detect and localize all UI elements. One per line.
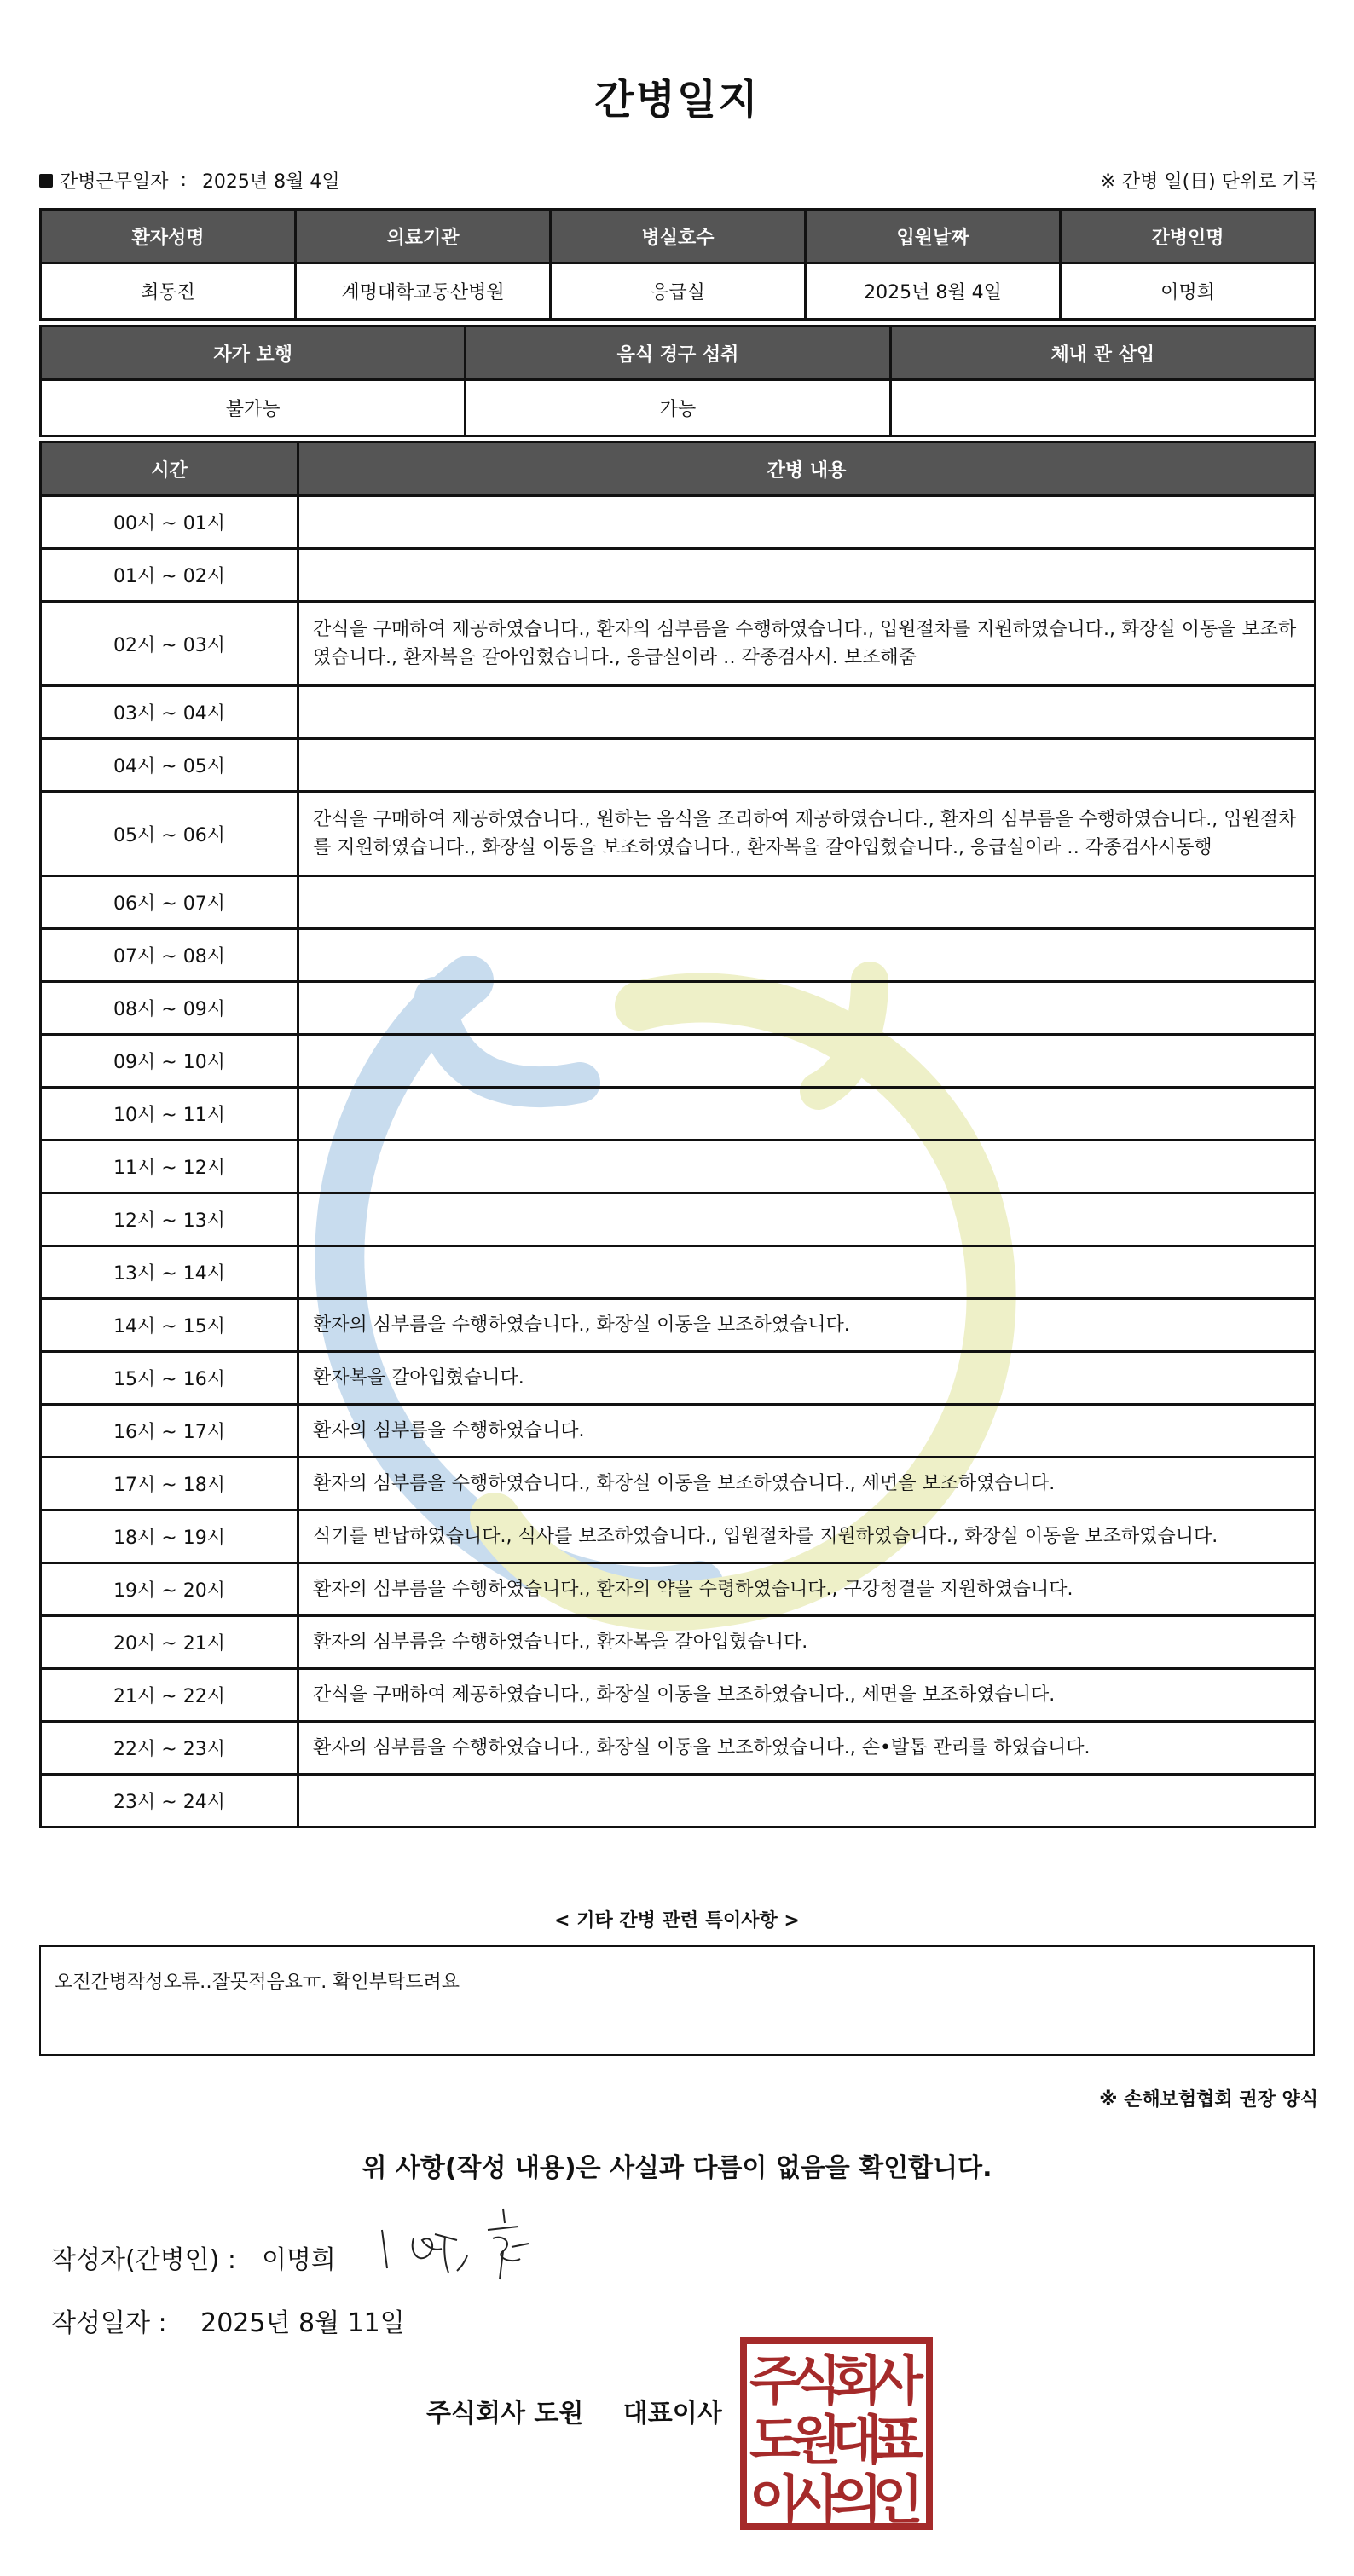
row-note	[298, 1088, 1316, 1141]
company-name: 주식회사 도원	[426, 2399, 584, 2429]
row-time: 06시 ~ 07시	[41, 876, 298, 929]
row-note	[298, 686, 1316, 739]
row-time: 11시 ~ 12시	[41, 1141, 298, 1193]
row-time: 10시 ~ 11시	[41, 1088, 298, 1141]
header-time: 시간	[41, 442, 298, 496]
square-bullet-icon	[39, 174, 53, 188]
row-time: 01시 ~ 02시	[41, 549, 298, 602]
table-row	[41, 876, 1316, 929]
row-note: 환자의 심부름을 수행하였습니다., 화장실 이동을 보조하였습니다.	[298, 1299, 1316, 1352]
svg-text:도: 도	[749, 2409, 801, 2471]
writer-label: 작성자(간병인) :	[51, 2245, 236, 2275]
caregiver-name: 이명희	[1061, 263, 1316, 320]
svg-text:이: 이	[749, 2469, 801, 2531]
row-note	[298, 549, 1316, 602]
row-note: 환자의 심부름을 수행하였습니다., 화장실 이동을 보조하였습니다., 세면을 보조하였습니다.	[298, 1458, 1316, 1510]
work-date-value: 2025년 8월 4일	[201, 171, 340, 193]
work-date-line	[39, 167, 340, 193]
written-date-label: 작성일자 :	[51, 2308, 167, 2338]
header-oral-intake: 음식 경구 섭취	[466, 326, 890, 380]
row-time: 12시 ~ 13시	[41, 1193, 298, 1246]
row-time: 15시 ~ 16시	[41, 1352, 298, 1405]
table-row	[41, 1405, 1316, 1458]
row-note: 환자의 심부름을 수행하였습니다., 화장실 이동을 보조하였습니다., 손•발톱 관리를 하였습니다.	[298, 1722, 1316, 1775]
svg-text:의: 의	[831, 2469, 882, 2531]
row-note: 환자의 심부름을 수행하였습니다., 환자의 약을 수령하였습니다., 구강청결을 지원하였습니다.	[298, 1563, 1316, 1616]
row-note	[298, 1193, 1316, 1246]
row-note	[298, 982, 1316, 1035]
table-row	[41, 982, 1316, 1035]
row-note: 간식을 구매하여 제공하였습니다., 환자의 심부름을 수행하였습니다., 입원절차를 지원하였습니다., 화장실 이동을 보조하였습니다., 환자복을 갈아입혔습니다., 응급실이라 ‥ 각종검사시. 보조해줌	[298, 602, 1316, 686]
table-row	[41, 1193, 1316, 1246]
table-row	[41, 929, 1316, 982]
table-row	[41, 1616, 1316, 1669]
row-note	[298, 1141, 1316, 1193]
row-time: 02시 ~ 03시	[41, 602, 298, 686]
confirmation-statement: 위 사항(작성 내용)은 사실과 다름이 없음을 확인합니다.	[362, 2153, 992, 2183]
table-row	[41, 739, 1316, 792]
header-patient-name: 환자성명	[41, 210, 296, 263]
representative-title: 대표이사	[622, 2399, 722, 2429]
row-note: 환자복을 갈아입혔습니다.	[298, 1352, 1316, 1405]
remarks-text: 오전간병작성오류‥잘못적음요ㅠ. 확인부탁드려요	[55, 1972, 460, 1993]
row-note	[298, 1775, 1316, 1828]
row-time: 23시 ~ 24시	[41, 1775, 298, 1828]
svg-text:사: 사	[872, 2349, 923, 2411]
row-note: 간식을 구매하여 제공하였습니다., 원하는 음식을 조리하여 제공하였습니다., 환자의 심부름을 수행하였습니다., 입원절차를 지원하였습니다., 화장실 이동을 보조하였습니다., 환자복을 갈아입혔습니다., 응급실이라 ‥ 각종검사시동행	[298, 792, 1316, 876]
table-row	[41, 1510, 1316, 1563]
svg-text:표: 표	[872, 2409, 923, 2471]
admission-date: 2025년 8월 4일	[806, 263, 1061, 320]
row-note	[298, 739, 1316, 792]
row-time: 05시 ~ 06시	[41, 792, 298, 876]
table-row	[41, 1246, 1316, 1299]
writer-name: 이명희	[261, 2245, 336, 2275]
work-date-separator: :	[180, 170, 187, 191]
table-row	[41, 1088, 1316, 1141]
table-row	[41, 1141, 1316, 1193]
table-row	[41, 1035, 1316, 1088]
handwritten-signature	[375, 2204, 546, 2281]
row-note	[298, 1035, 1316, 1088]
row-time: 09시 ~ 10시	[41, 1035, 298, 1088]
svg-text:대: 대	[831, 2409, 882, 2471]
table-row	[41, 1352, 1316, 1405]
header-walking: 자가 보행	[41, 326, 466, 380]
row-note	[298, 876, 1316, 929]
header-caregiver-name: 간병인명	[1061, 210, 1316, 263]
row-time: 14시 ~ 15시	[41, 1299, 298, 1352]
row-time: 18시 ~ 19시	[41, 1510, 298, 1563]
header-care-content: 간병 내용	[298, 442, 1316, 496]
patient-info-table	[39, 208, 1316, 321]
row-time: 21시 ~ 22시	[41, 1669, 298, 1722]
header-hospital: 의료기관	[296, 210, 551, 263]
row-note	[298, 496, 1316, 549]
room-number: 응급실	[551, 263, 806, 320]
row-time: 17시 ~ 18시	[41, 1458, 298, 1510]
document-title: 간병일지	[594, 76, 760, 124]
table-row	[41, 792, 1316, 876]
company-line	[426, 2392, 722, 2429]
svg-text:주: 주	[749, 2349, 801, 2411]
tube-status	[890, 380, 1315, 436]
walking-status: 불가능	[41, 380, 466, 436]
header-room: 병실호수	[551, 210, 806, 263]
table-row	[41, 549, 1316, 602]
row-time: 16시 ~ 17시	[41, 1405, 298, 1458]
patient-status-table	[39, 325, 1316, 437]
row-note	[298, 929, 1316, 982]
hospital-name: 계명대학교동산병원	[296, 263, 551, 320]
table-row	[41, 602, 1316, 686]
remarks-title: < 기타 간병 관련 특이사항 >	[554, 1910, 800, 1932]
header-tube: 체내 관 삽입	[890, 326, 1315, 380]
row-note: 환자의 심부름을 수행하였습니다.	[298, 1405, 1316, 1458]
row-note: 환자의 심부름을 수행하였습니다., 환자복을 갈아입혔습니다.	[298, 1616, 1316, 1669]
row-note: 식기를 반납하였습니다., 식사를 보조하였습니다., 입원절차를 지원하였습니다., 화장실 이동을 보조하였습니다.	[298, 1510, 1316, 1563]
row-time: 19시 ~ 20시	[41, 1563, 298, 1616]
table-row	[41, 1458, 1316, 1510]
company-seal-stamp	[738, 2336, 934, 2532]
writer-line	[51, 2238, 336, 2276]
row-time: 22시 ~ 23시	[41, 1722, 298, 1775]
row-time: 13시 ~ 14시	[41, 1246, 298, 1299]
row-time: 03시 ~ 04시	[41, 686, 298, 739]
svg-text:식: 식	[790, 2349, 842, 2411]
row-time: 07시 ~ 08시	[41, 929, 298, 982]
row-time: 08시 ~ 09시	[41, 982, 298, 1035]
table-row	[41, 1299, 1316, 1352]
work-date-label: 간병근무일자	[60, 171, 169, 193]
oral-intake-status: 가능	[466, 380, 890, 436]
header-admission-date: 입원날짜	[806, 210, 1061, 263]
written-date-value: 2025년 8월 11일	[200, 2308, 405, 2338]
row-time: 04시 ~ 05시	[41, 739, 298, 792]
table-row	[41, 1775, 1316, 1828]
row-time: 00시 ~ 01시	[41, 496, 298, 549]
row-note	[298, 1246, 1316, 1299]
svg-text:인: 인	[872, 2469, 923, 2531]
form-note: ※ 손해보험협회 권장 양식	[1099, 2089, 1318, 2111]
svg-text:사: 사	[790, 2469, 842, 2531]
row-time: 20시 ~ 21시	[41, 1616, 298, 1669]
written-date-line	[51, 2302, 405, 2339]
patient-name: 최동진	[41, 263, 296, 320]
unit-note: ※ 간병 일(日) 단위로 기록	[1100, 171, 1318, 193]
remarks-box	[39, 1945, 1315, 2056]
table-row	[41, 1722, 1316, 1775]
svg-text:원: 원	[790, 2409, 842, 2471]
table-row	[41, 1563, 1316, 1616]
table-row	[41, 1669, 1316, 1722]
table-row	[41, 686, 1316, 739]
care-log-table	[39, 441, 1316, 1828]
table-row	[41, 496, 1316, 549]
row-note: 간식을 구매하여 제공하였습니다., 화장실 이동을 보조하였습니다., 세면을 보조하였습니다.	[298, 1669, 1316, 1722]
svg-text:회: 회	[831, 2349, 882, 2411]
